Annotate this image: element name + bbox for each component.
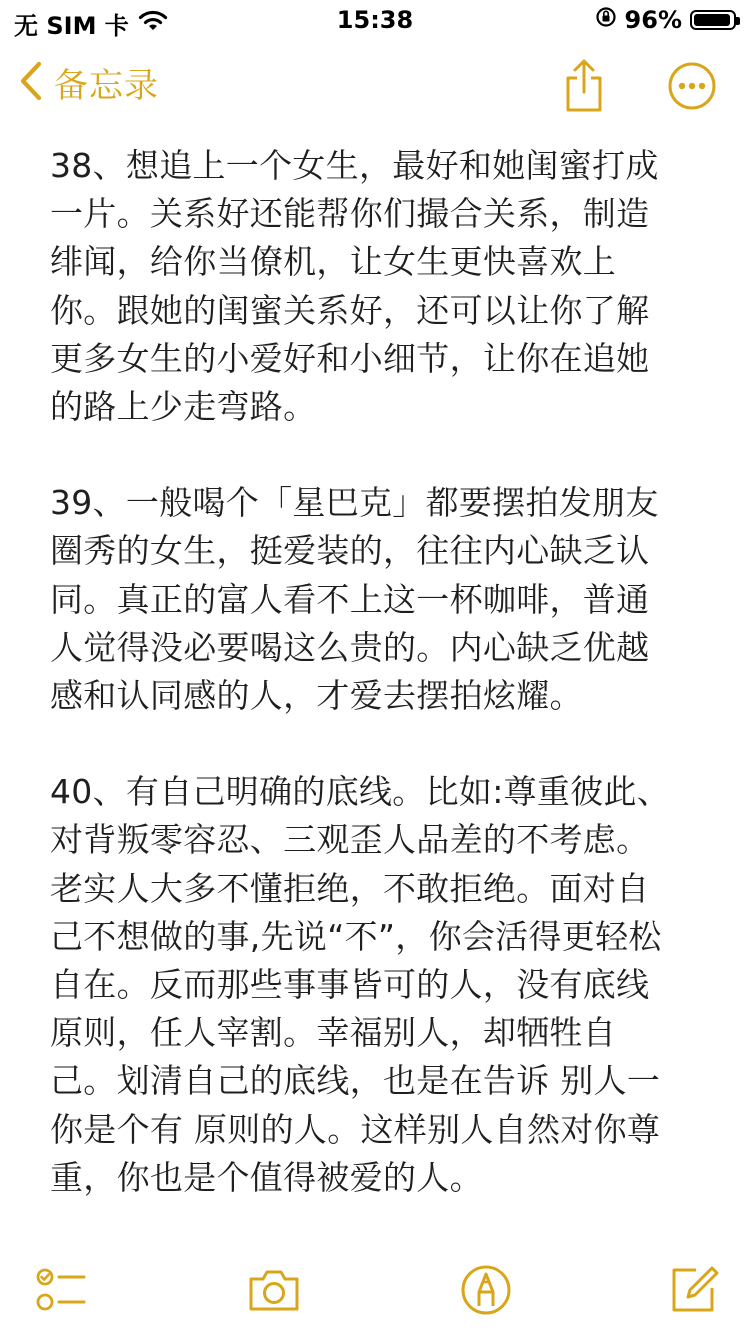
note-line: 己。划清自己的底线，也是在告诉 别人一: [50, 1061, 661, 1101]
markup-button[interactable]: [458, 1264, 514, 1320]
chevron-left-icon: [18, 61, 44, 105]
battery-icon: [690, 10, 736, 30]
note-line: 39、一般喝个「星巴克」都要摆拍发朋友: [50, 483, 659, 523]
compose-icon: [666, 1262, 722, 1322]
orientation-lock-icon: [595, 6, 617, 34]
note-paragraph: [50, 142, 690, 431]
note-line: 老实人大多不懂拒绝，不敢拒绝。面对自: [50, 868, 650, 908]
bottom-toolbar: [0, 1252, 750, 1334]
note-line: 原则，任人宰割。幸福别人，却牺牲自: [50, 1013, 617, 1053]
more-button[interactable]: [666, 60, 718, 112]
share-icon: [560, 99, 608, 118]
note-line: 感和认同感的人，才爱去摆拍炫耀。: [50, 676, 583, 716]
status-time: 15:38: [336, 6, 414, 34]
note-line: 更多女生的小爱好和小细节，让你在追她: [50, 338, 650, 378]
share-button[interactable]: [560, 58, 608, 114]
carrier-label: 无 SIM 卡: [14, 12, 129, 40]
note-line: 重，你也是个值得被爱的人。: [50, 1157, 483, 1197]
note-line: 自在。反而那些事事皆可的人，没有底线: [50, 965, 650, 1005]
camera-icon: [246, 1262, 302, 1322]
note-line: 圈秀的女生，挺爱装的，往往内心缺乏认: [50, 531, 650, 571]
camera-button[interactable]: [246, 1264, 302, 1320]
checklist-button[interactable]: [34, 1264, 90, 1320]
more-icon: [666, 97, 718, 116]
note-line: 38、想追上一个女生，最好和她闺蜜打成: [50, 146, 659, 185]
note-line: 对背叛零容忍、三观歪人品差的不考虑。: [50, 820, 650, 860]
status-right: [595, 6, 736, 34]
note-line: 己不想做的事,先说“不”，你会活得更轻松: [50, 916, 662, 956]
note-line: 你。跟她的闺蜜关系好，还可以让你了解: [50, 290, 650, 330]
note-line: 人觉得没必要喝这么贵的。内心缺乏优越: [50, 627, 650, 667]
note-paragraph: [50, 768, 690, 1202]
back-button[interactable]: [18, 58, 159, 107]
note-line: 的路上少走弯路。: [50, 387, 317, 427]
nav-bar: [0, 44, 750, 132]
note-line: 同。真正的富人看不上这一杯咖啡，普通: [50, 579, 650, 619]
note-body[interactable]: [50, 142, 690, 1250]
back-label: 备忘录: [54, 66, 159, 106]
battery-percent: 96%: [624, 6, 682, 34]
note-line: 你是个有 原则的人。这样别人自然对你尊: [50, 1109, 661, 1149]
markup-pen-icon: [458, 1262, 514, 1322]
checklist-icon: [34, 1262, 90, 1322]
status-bar: [0, 0, 750, 40]
note-line: 绯闻，给你当僚机，让女生更快喜欢上: [50, 242, 617, 282]
note-line: 40、有自己明确的底线。比如:尊重彼此、: [50, 772, 671, 812]
note-paragraph: [50, 479, 690, 720]
battery-fill: [694, 14, 730, 26]
compose-button[interactable]: [666, 1264, 722, 1320]
note-line: 一片。关系好还能帮你们撮合关系，制造: [50, 194, 650, 234]
